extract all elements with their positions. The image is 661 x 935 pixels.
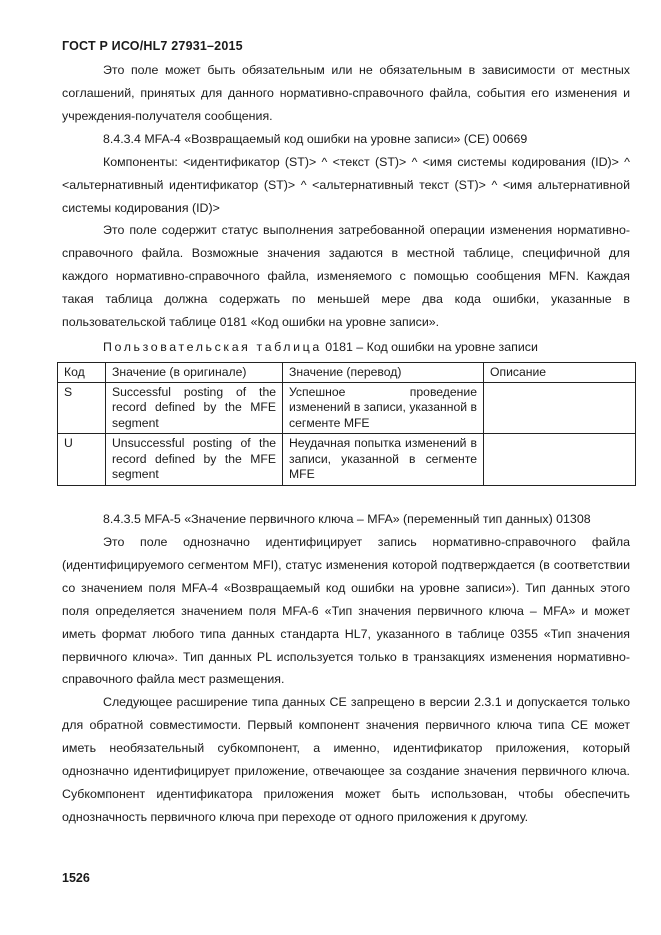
table-row [58,382,636,434]
page-number: 1526 [62,871,90,885]
table-header-row [58,363,636,383]
document-header: ГОСТ Р ИСО/HL7 27931–2015 [62,39,243,53]
table-row [58,434,636,486]
table-caption-rest: 0181 – Код ошибки на уровне записи [325,340,538,354]
cell-original: Unsuccessful posting of the record defined by the MFE segment [106,434,283,486]
cell-original: Successful posting of the record defined by the MFE segment [106,382,283,434]
cell-translation: Неудачная попытка изменений в записи, указанной в сегменте MFE [283,434,484,486]
paragraph-primary-key: Это поле однозначно идентифицирует запись нормативно-справочного файла (идентифицируемого сегментом MFI), статус изменения которой подтверждается (в соответствии со значением поля MFA-4 «Возвращаемый код ошибки на уровне записи»). Тип данных этого поля определяется значением поля MFA-6 «Тип значения первичного ключа – MFA» и может иметь формат любого типа данных стандарта HL7, указанного в таблице 0355 «Тип значения первичного ключа». Тип данных PL используется только в транзакциях изменения нормативно-справочного файла мест размещения. [62,535,630,687]
error-code-table [57,362,636,486]
section-heading-mfa5: 8.4.3.5 MFA-5 «Значение первичного ключа – MFA» (переменный тип данных) 01308 [103,512,591,526]
column-header-translation: Значение (перевод) [283,363,484,383]
paragraph-field-requirement: Это поле может быть обязательным или не обязательным в зависимости от местных соглашений, принятых для данного нормативно-справочного файла, события его изменения и учреждения-получателя сообщения. [62,63,630,123]
cell-code: U [58,434,106,486]
column-header-code: Код [58,363,106,383]
paragraph-components: Компоненты: <идентификатор (ST)> ^ <текст (ST)> ^ <имя системы кодирования (ID)> ^ <альтернативный идентификатор (ST)> ^ <альтернативный текст (ST)> ^ <имя альтернативной системы кодирования (ID)> [62,155,630,215]
cell-translation: Успешное проведение изменений в записи, указанной в сегменте MFE [283,382,484,434]
paragraph-ce-extension: Следующее расширение типа данных CE запрещено в версии 2.3.1 и допускается только для обратной совместимости. Первый компонент значения первичного ключа типа CE может иметь необязательный субкомпонент, а именно, идентификатор приложения, который однозначно идентифицирует приложение, отвечающее за создание значения первичного ключа. Субкомпонент идентификатора приложения может быть использован, чтобы обеспечить однозначность первичного ключа при переходе от одного приложения к другому. [62,695,630,824]
column-header-original: Значение (в оригинале) [106,363,283,383]
table-caption [103,337,538,357]
section-heading-mfa4: 8.4.3.4 MFA-4 «Возвращаемый код ошибки на уровне записи» (CE) 00669 [103,132,528,146]
cell-description [484,382,636,434]
table-caption-prefix: Пользовательская таблица [103,340,322,354]
cell-code: S [58,382,106,434]
column-header-description: Описание [484,363,636,383]
paragraph-status-description: Это поле содержит статус выполнения затребованной операции изменения нормативно-справочного файла. Возможные значения задаются в местной таблице, специфичной для каждого нормативно-справочного файла, изменяемого с помощью сообщения MFN. Каждая такая таблица должна содержать по меньшей мере два кода ошибки, указанные в пользовательской таблице 0181 «Код ошибки на уровне записи». [62,223,630,329]
cell-description [484,434,636,486]
